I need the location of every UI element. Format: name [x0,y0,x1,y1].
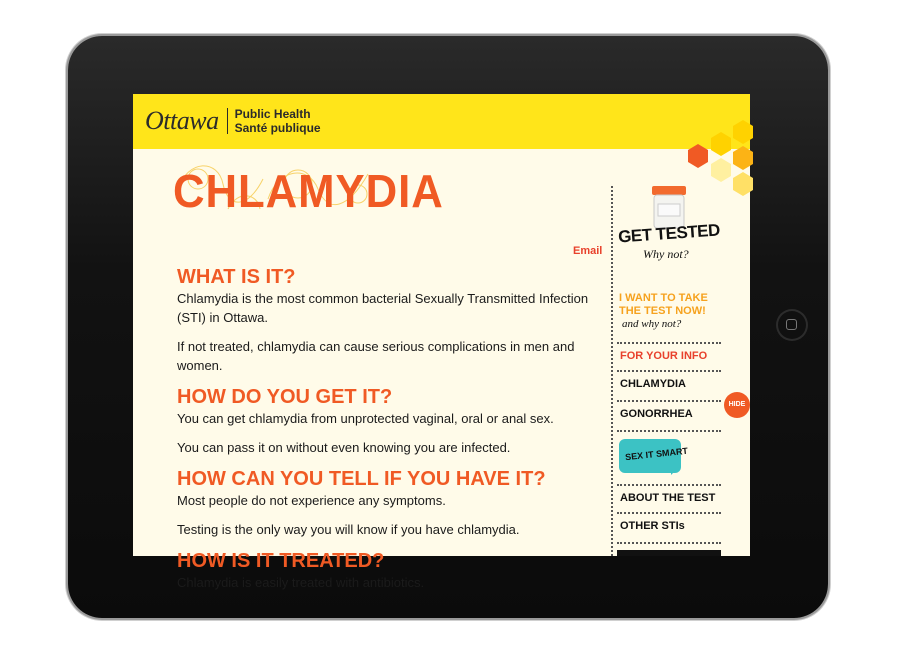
section-heading: HOW IS IT TREATED? [177,550,385,572]
email-link[interactable]: Email [573,245,603,257]
paragraph: If not treated, chlamydia can cause serious complications in men and women. [177,339,575,373]
sex-it-smart-button[interactable] [619,439,689,473]
want-why-label: and why not? [622,318,682,330]
paragraph: Testing is the only way you will know if you have chlamydia. [177,522,520,537]
department-fr: Santé publique [234,121,321,135]
sidebar-item-chlamydia[interactable]: CHLAMYDIA [617,372,721,402]
why-not-label: Why not? [643,247,689,261]
sidebar-item-about-the-test[interactable]: ABOUT THE TEST [617,484,721,514]
speech-bubble-icon [671,467,679,475]
hide-button[interactable]: HIDE [724,392,750,418]
get-tested-link[interactable]: GET TESTED [617,220,721,247]
section-heading: HOW CAN YOU TELL IF YOU HAVE IT? [177,468,546,490]
paragraph: You can get chlamydia from unprotected vaginal, oral or anal sex. [177,411,554,426]
logo-word: Ottawa [145,106,219,135]
want-test-link[interactable]: I WANT TO TAKE THE TEST NOW! [619,292,708,317]
sidebar-item-for-your-info[interactable]: FOR YOUR INFO [617,342,721,372]
paragraph: Chlamydia is easily treated with antibiotics. [177,575,425,590]
department-name [235,107,321,135]
page-title: CHLAMYDIA [173,165,444,217]
paragraph: You can pass it on without even knowing you are infected. [177,440,511,455]
ottawa-logo[interactable] [145,106,321,136]
paragraph: Chlamydia is the most common bacterial Sexually Transmitted Infection (STI) in Ottawa. [177,291,589,325]
header-bar [133,94,750,149]
sidebar-item-gonorrhea[interactable]: GONORRHEA [617,402,721,432]
home-button-icon[interactable] [776,309,808,341]
screen [133,94,750,590]
section-heading: HOW DO YOU GET IT? [177,386,393,408]
article-body [177,265,607,602]
sex-it-smart-label: SEX IT SMART [624,445,689,463]
section-heading: WHAT IS IT? [177,266,296,288]
sidebar-divider [611,186,613,556]
paragraph: Most people do not experience any symptoms. [177,493,446,508]
sidebar-bottom-strip [617,550,721,556]
logo-divider [227,108,228,134]
sidebar-item-other-stis[interactable]: OTHER STIs [617,514,721,544]
department-en: Public Health [234,107,311,121]
